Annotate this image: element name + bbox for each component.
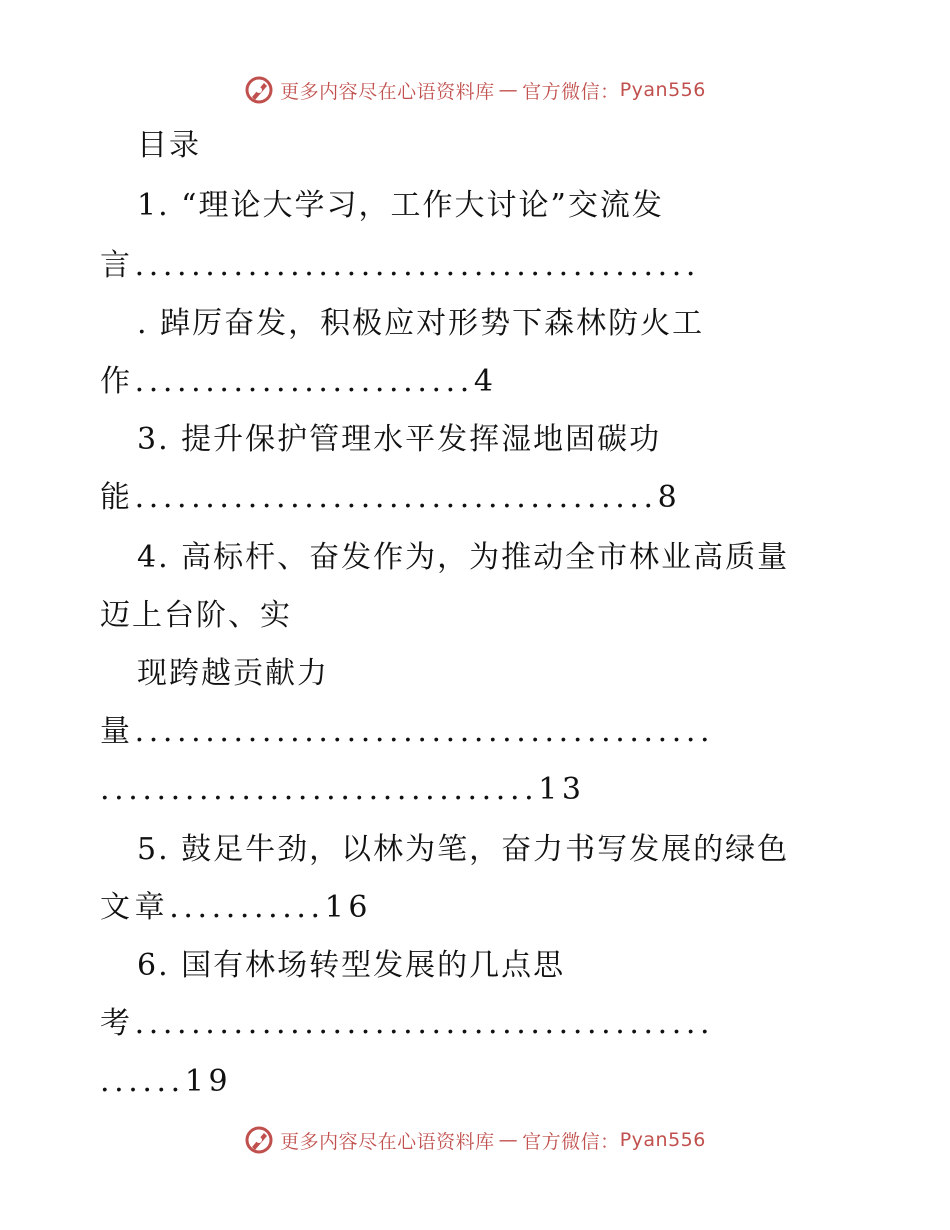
watermark-separator: —	[498, 1129, 519, 1151]
toc-entry-4-title-cont: 迈上台阶、实	[100, 598, 292, 633]
watermark-wechat-label: 官方微信：	[522, 80, 620, 103]
toc-entry-4-leader: 量.........................................	[100, 714, 715, 749]
toc-entry-4-leader-page: ...............................13	[100, 772, 586, 807]
watermark-site-text: 更多内容尽在心语资料库	[280, 80, 495, 103]
toc-entry-6-title: 6. 国有林场转型发展的几点思	[137, 948, 566, 983]
toc-entry-5-title: 5. 鼓足牛劲，以林为笔，奋力书写发展的绿色	[137, 832, 790, 867]
toc-entry-1-title: 1. “理论大学习，工作大讨论”交流发	[137, 188, 664, 223]
watermark-separator: —	[498, 79, 519, 101]
watermark-site-text: 更多内容尽在心语资料库	[280, 1130, 495, 1153]
toc-entry-4-title-cont2: 现跨越贡献力	[137, 656, 329, 691]
watermark-wechat-id: Pyan556	[619, 1129, 706, 1151]
toc-entry-5-leader: 文章...........16	[100, 890, 373, 925]
toc-entry-2-title: . 踔厉奋发，积极应对形势下森林防火工	[137, 306, 705, 341]
watermark-wechat-id: Pyan556	[619, 79, 706, 101]
toc-entry-3-leader: 能.....................................8	[100, 480, 682, 515]
watermark-wechat-label: 官方微信：	[522, 1130, 620, 1153]
toc-heading: 目录	[137, 128, 201, 163]
toc-entry-4-title: 4. 高标杆、奋发作为，为推动全市林业高质量	[137, 540, 790, 575]
toc-entry-1-leader: 言........................................	[100, 248, 701, 283]
toc-entry-2-leader: 作........................4	[100, 364, 498, 399]
toc-entry-6-leader: 考.........................................	[100, 1006, 715, 1041]
toc-entry-6-leader-page: ......19	[100, 1064, 233, 1099]
pen-logo-icon	[244, 1125, 274, 1155]
watermark-footer	[0, 1120, 950, 1160]
toc-entry-3-title: 3. 提升保护管理水平发挥湿地固碳功	[137, 422, 662, 457]
